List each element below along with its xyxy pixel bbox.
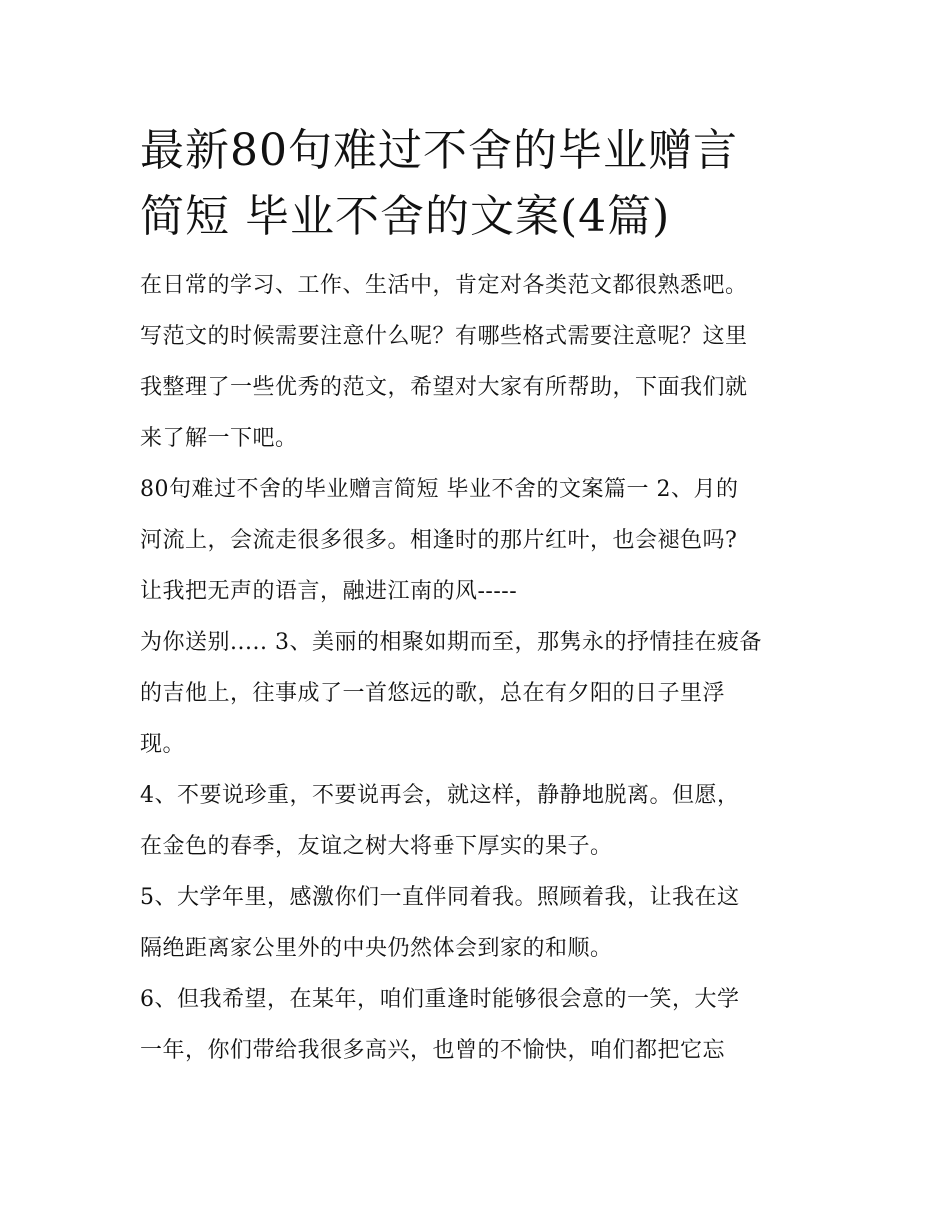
text-line: 4、不要说珍重，不要说再会，就这样，静静地脱离。但愿， xyxy=(140,783,740,808)
text-line: 一年，你们带给我很多高兴，也曾的不愉快，咱们都把它忘 xyxy=(140,1038,726,1063)
text-line: 为你送别..... 3、美丽的相聚如期而至，那隽永的抒情挂在疲备 xyxy=(140,630,762,655)
title-line: 最新80句难过不舍的毕业赠言 xyxy=(140,125,738,176)
text-line: 隔绝距离家公里外的中央仍然体会到家的和顺。 xyxy=(140,936,613,961)
text-line: 我整理了一些优秀的范文，希望对大家有所帮助，下面我们就 xyxy=(140,375,748,400)
intro-paragraph xyxy=(140,260,812,464)
body-paragraph xyxy=(140,464,812,617)
text-line: 让我把无声的语言，融进江南的风----- xyxy=(140,579,518,604)
text-line: 写范文的时候需要注意什么呢？有哪些格式需要注意呢？这里 xyxy=(140,324,748,349)
document-title xyxy=(140,118,812,250)
text-line: 在金色的春季，友谊之树大将垂下厚实的果子。 xyxy=(140,834,613,859)
text-line: 现。 xyxy=(140,732,186,757)
text-line: 6、但我希望，在某年，咱们重逢时能够很会意的一笑，大学 xyxy=(140,987,740,1012)
text-line: 河流上，会流走很多很多。相逢时的那片红叶，也会褪色吗? xyxy=(140,528,738,553)
body-paragraph xyxy=(140,974,812,1076)
text-line: 5、大学年里，感激你们一直伴同着我。照顾着我，让我在这 xyxy=(140,885,740,910)
body-paragraph xyxy=(140,872,812,974)
text-line: 的吉他上，往事成了一首悠远的歌，总在有夕阳的日子里浮 xyxy=(140,681,726,706)
body-paragraph xyxy=(140,770,812,872)
body-paragraph xyxy=(140,617,812,770)
document-page xyxy=(140,118,812,1076)
text-line: 在日常的学习、工作、生活中，肯定对各类范文都很熟悉吧。 xyxy=(140,273,748,298)
text-line: 80句难过不舍的毕业赠言简短 毕业不舍的文案篇一 2、月的 xyxy=(140,477,739,502)
title-line: 简短 毕业不舍的文案(4篇) xyxy=(140,191,671,242)
text-line: 来了解一下吧。 xyxy=(140,426,298,451)
